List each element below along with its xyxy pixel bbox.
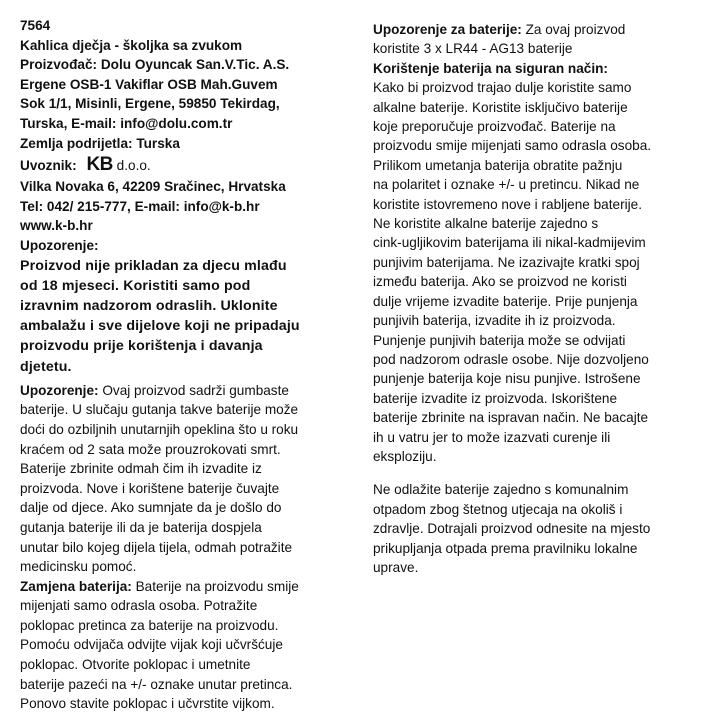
- product-code: 7564: [20, 18, 51, 33]
- warning-heading: Upozorenje:: [20, 237, 99, 253]
- disposal-line: otpadom zbog štetnog utjecaja na okoliš i: [373, 501, 623, 517]
- safe-use-line: koje preporučuje proizvođač. Baterije na: [373, 119, 616, 135]
- safe-use-line: baterije zbrinite na ispravan način. Ne bacajte: [373, 410, 649, 426]
- safe-use-block: [373, 78, 708, 466]
- product-title: Kahlica dječja - školjka sa zvukom: [20, 37, 243, 53]
- battery-warning-line: gutanja baterije ili da je baterija dospjela: [20, 519, 262, 535]
- safe-use-heading: Korištenje baterija na siguran način:: [373, 60, 608, 76]
- safe-use-line: pod nadzorom odrasle osobe. Nije dozvoljeno: [373, 351, 649, 367]
- warning-block: [20, 256, 358, 377]
- replacement-block: [20, 577, 358, 714]
- replacement-line: poklopac pretinca za baterije na proizvodu.: [20, 617, 279, 633]
- safe-use-line: Ne koristite alkalne baterije zajedno s: [373, 216, 599, 232]
- producer-line-2: Ergene OSB-1 Vakiflar OSB Mah.Guvem: [20, 76, 278, 92]
- safe-use-line: alkalne baterije. Koristite isključivo baterije: [373, 99, 628, 115]
- disposal-line: zdravlje. Dotrajali proizvod odnesite na mjesto: [373, 521, 651, 537]
- warning-line: od 18 mjeseci. Koristiti samo pod: [20, 277, 251, 294]
- safe-use-line: Punjenje punjivih baterija može se odvijati: [373, 332, 626, 348]
- warning-line: djetetu.: [20, 358, 72, 375]
- importer-address: Vilka Novaka 6, 42209 Sračinec, Hrvatska: [20, 179, 286, 195]
- replacement-line: Zamjena baterija: Baterije na proizvodu smije: [20, 578, 299, 594]
- safe-use-line: između baterija. Ako se proizvod ne koristi: [373, 274, 627, 290]
- safe-use-line: punjivim baterijama. Ne izazivajte kratki spoj: [373, 254, 640, 270]
- producer-name: Dolu Oyuncak San.V.Tic. A.S.: [97, 57, 290, 73]
- safe-use-line: punjivih baterija, izvadite ih iz proizvoda.: [373, 313, 616, 329]
- importer-logo: KB: [86, 154, 113, 176]
- disposal-line: Ne odlažite baterije zajedno s komunalnim: [373, 482, 629, 498]
- producer-line-1: [20, 55, 358, 75]
- safe-use-line: ih u vatru jer to može izazvati curenje ili: [373, 429, 611, 445]
- importer-name: d.o.o.: [116, 158, 151, 174]
- battery-note-line: Upozorenje za baterije: Za ovaj proizvod: [373, 22, 626, 37]
- safe-use-line: eksploziju.: [373, 448, 437, 464]
- safe-use-line: koristite istovremeno nove i rabljene baterije.: [373, 196, 642, 212]
- producer-line-3: Sok 1/1, Misinli, Ergene, 59850 Tekirdag,: [20, 96, 280, 112]
- safe-use-line: punjenje baterija koje nisu punjive. Istrošene: [373, 371, 641, 387]
- warning-line: ambalažu i sve dijelove koji ne pripadaju: [20, 318, 300, 335]
- battery-note-line: koristite 3 x LR44 - AG13 baterije: [373, 41, 573, 57]
- safe-use-line: cink-ugljikovim baterijama ili nikal-kadmijevim: [373, 235, 646, 251]
- replacement-line: baterije pazeći na +/- oznake unutar pretinca.: [20, 676, 293, 692]
- importer-label: Uvoznik:: [20, 158, 77, 174]
- replacement-line: mijenjati samo odrasla osoba. Potražite: [20, 598, 258, 614]
- safe-use-line: na polaritet i oznake +/- u pretincu. Nikad ne: [373, 177, 640, 193]
- safe-use-line: Prilikom umetanja baterija obratite pažnju: [373, 157, 623, 173]
- disposal-line: prikupljanja otpada prema pravilniku lokalne: [373, 540, 638, 556]
- safe-use-line: dulje vrijeme izvadite baterije. Prije punjenja: [373, 293, 638, 309]
- importer-website: www.k-b.hr: [20, 218, 93, 234]
- producer-line-4: Turska, E-mail: info@dolu.com.tr: [20, 115, 233, 131]
- battery-warning-line: doći do ozbiljnih unutarnjih opeklina što u roku: [20, 421, 299, 437]
- right-column: [373, 20, 708, 577]
- battery-warning-line: proizvoda. Nove i korištene baterije čuvajte: [20, 480, 280, 496]
- battery-warning-line: medicinsku pomoć.: [20, 559, 137, 575]
- replacement-line: Ponovo stavite poklopac i učvrstite vijkom.: [20, 696, 275, 712]
- battery-warning-label: Upozorenje:: [20, 382, 99, 398]
- origin-line: Zemlja podrijetla: Turska: [20, 135, 180, 151]
- safe-use-line: Kako bi proizvod trajao dulje koristite samo: [373, 80, 632, 96]
- producer-label: Proizvođač:: [20, 57, 98, 73]
- battery-warning-line: unutar bilo kojeg dijela tijela, odmah potražite: [20, 539, 293, 555]
- disposal-block: [373, 480, 708, 577]
- battery-warning-line: dalje od djece. Ako sumnjate da je došlo do: [20, 500, 282, 516]
- warning-line: izravnim nadzorom odraslih. Uklonite: [20, 297, 278, 314]
- disposal-line: uprave.: [373, 559, 419, 575]
- warning-line: Proizvod nije prikladan za djecu mlađu: [20, 257, 287, 274]
- battery-warning-line: Upozorenje: Ovaj proizvod sadrži gumbaste: [20, 382, 289, 398]
- battery-warning-line: kraćem od 2 sata može prouzrokovati smrt.: [20, 441, 281, 457]
- battery-warning-block: [20, 381, 358, 577]
- replacement-label: Zamjena baterija:: [20, 578, 132, 594]
- importer-contact: Tel: 042/ 215-777, E-mail: info@k-b.hr: [20, 198, 260, 214]
- safe-use-line: baterije izvadite iz proizvoda. Iskorištene: [373, 390, 618, 406]
- replacement-line: poklopac. Otvorite poklopac i umetnite: [20, 657, 251, 673]
- safe-use-line: proizvodu smije mijenjati samo odrasla osoba.: [373, 138, 652, 154]
- battery-note-label: Upozorenje za baterije:: [373, 22, 522, 37]
- battery-warning-line: baterije. U slučaju gutanja takve baterije može: [20, 402, 299, 418]
- warning-line: proizvodu prije korištenja i davanja: [20, 338, 263, 355]
- battery-warning-line: Baterije zbrinite odmah čim ih izvadite iz: [20, 461, 262, 477]
- replacement-line: Pomoću odvijača odvijte vijak koji učvršćuje: [20, 637, 283, 653]
- importer-line: [20, 153, 358, 177]
- left-column: [20, 16, 358, 714]
